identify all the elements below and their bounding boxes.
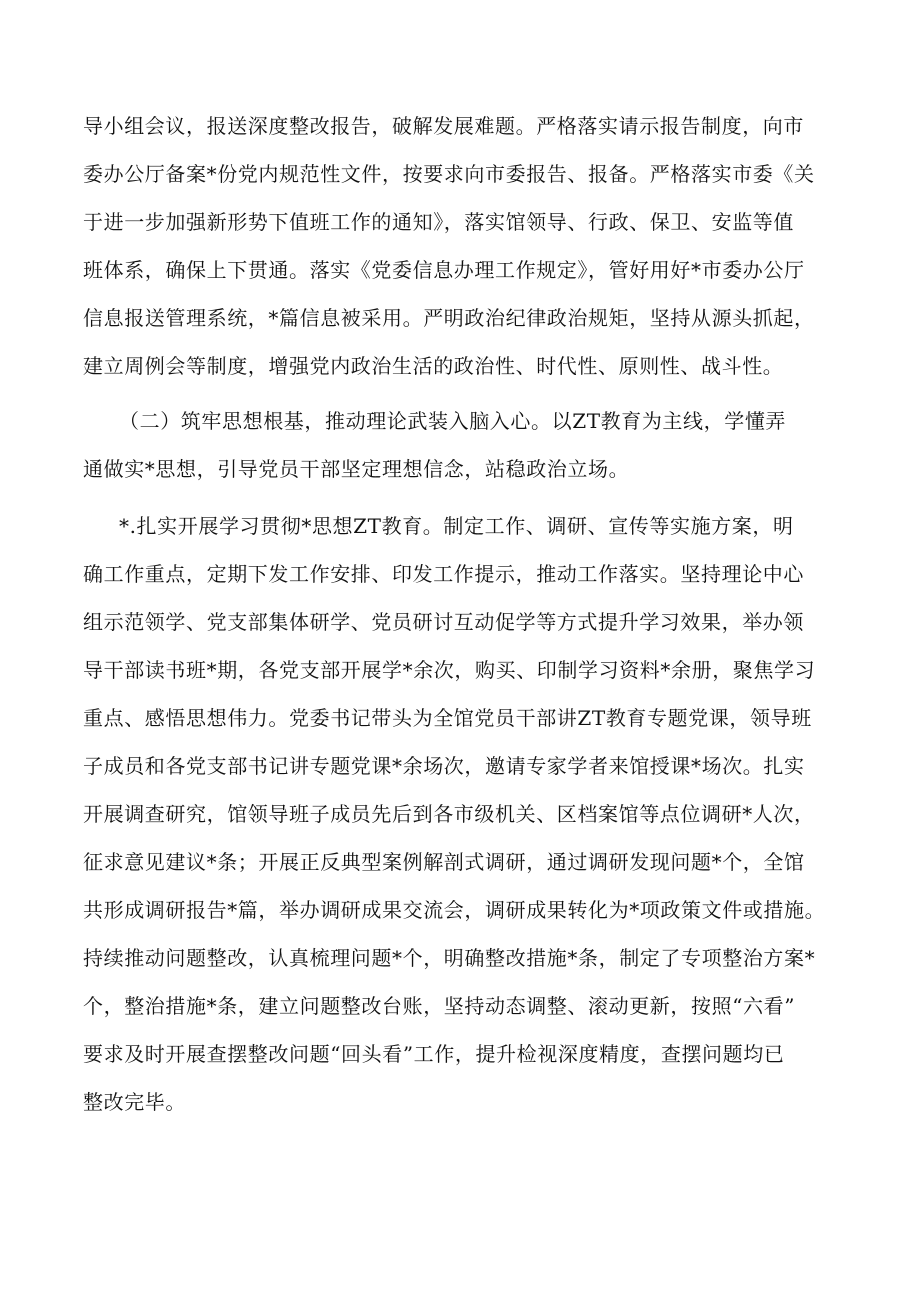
paragraph-line: 征求意见建议*条；开展正反典型案例解剖式调研，通过调研发现问题*个，全馆 bbox=[83, 850, 805, 874]
paragraph-line: 持续推动问题整改，认真梳理问题*个，明确整改措施*条，制定了专项整治方案* bbox=[83, 946, 816, 970]
paragraph-line: 重点、感悟思想伟力。党委书记带头为全馆党员干部讲ZT教育专题党课，领导班 bbox=[83, 706, 812, 730]
paragraph-line: 子成员和各党支部书记讲专题党课*余场次，邀请专家学者来馆授课*场次。扎实 bbox=[83, 754, 805, 778]
paragraph-line: 班体系，确保上下贯通。落实《党委信息办理工作规定》，管好用好*市委办公厅 bbox=[83, 258, 805, 282]
paragraph-line: 通做实*思想，引导党员干部坚定理想信念，站稳政治立场。 bbox=[83, 457, 630, 481]
paragraph-line: 导干部读书班*期，各党支部开展学*余次，购买、印制学习资料*余册，聚焦学习 bbox=[83, 658, 816, 682]
paragraph-line: 个，整治措施*条，建立问题整改台账，坚持动态调整、滚动更新，按照“六看” bbox=[83, 994, 796, 1018]
paragraph-line: 组示范领学、党支部集体研学、党员研讨互动促学等方式提升学习效果，举办领 bbox=[83, 610, 804, 634]
paragraph-line: 开展调查研究，馆领导班子成员先后到各市级机关、区档案馆等点位调研*人次， bbox=[83, 802, 815, 826]
paragraph-line: 整改完毕。 bbox=[83, 1090, 186, 1114]
paragraph-line: *.扎实开展学习贯彻*思想ZT教育。制定工作、调研、宣传等实施方案，明 bbox=[119, 514, 794, 538]
paragraph-line: 共形成调研报告*篇，举办调研成果交流会，调研成果转化为*项政策文件或措施。 bbox=[83, 898, 826, 922]
paragraph-line: 建立周例会等制度，增强党内政治生活的政治性、时代性、原则性、战斗性。 bbox=[83, 354, 784, 378]
paragraph-line: 委办公厅备案*份党内规范性文件，按要求向市委报告、报备。严格落实市委《关 bbox=[83, 162, 815, 186]
paragraph-line: 信息报送管理系统，*篇信息被采用。严明政治纪律政治规矩，坚持从源头抓起， bbox=[83, 306, 815, 330]
paragraph-line: 要求及时开展查摆整改问题“回头看”工作，提升检视深度精度，查摆问题均已 bbox=[83, 1042, 785, 1066]
paragraph-line: 于进一步加强新形势下值班工作的通知》，落实馆领导、行政、保卫、安监等值 bbox=[83, 210, 794, 234]
paragraph-line: （二）筑牢思想根基，推动理论武装入脑入心。以ZT教育为主线，学懂弄 bbox=[119, 409, 787, 433]
paragraph-line: 确工作重点，定期下发工作安排、印发工作提示，推动工作落实。坚持理论中心 bbox=[83, 562, 804, 586]
paragraph-line: 导小组会议，报送深度整改报告，破解发展难题。严格落实请示报告制度，向市 bbox=[83, 114, 804, 138]
